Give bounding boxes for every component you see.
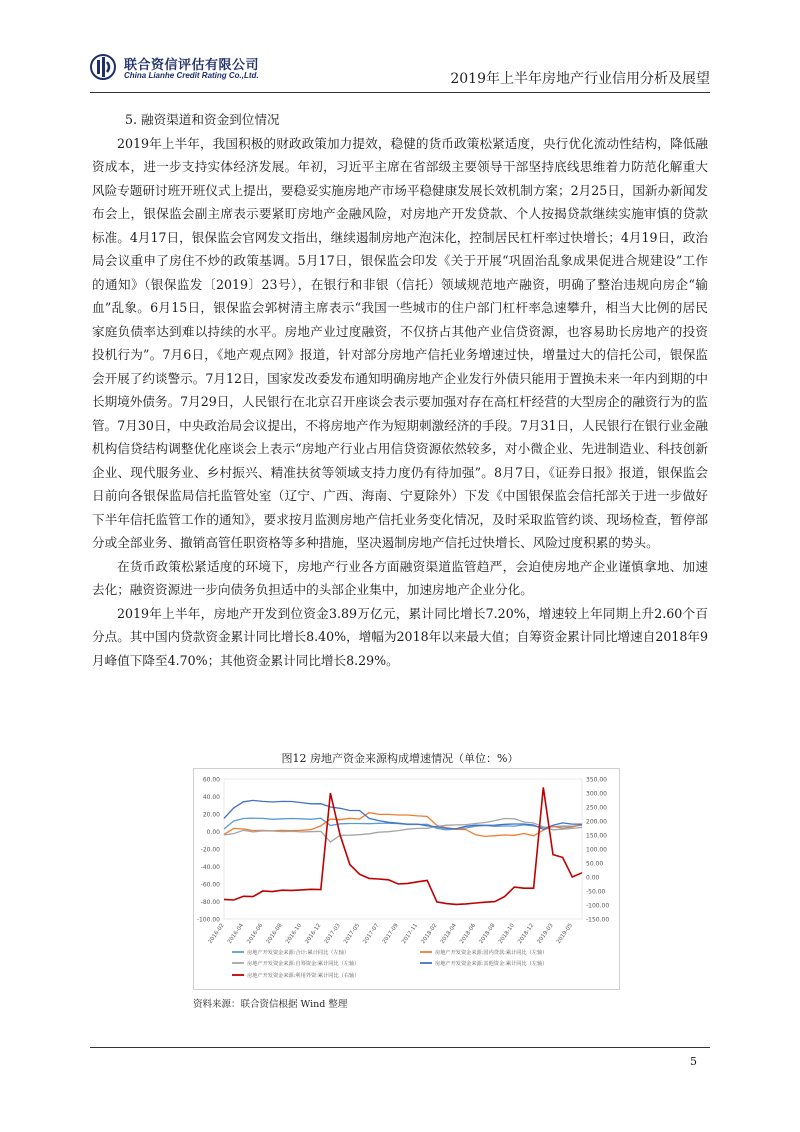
funding-growth-chart	[194, 769, 619, 989]
x-axis-tick-label: 2016-06	[246, 922, 265, 945]
x-axis-tick-label: 2016-10	[284, 922, 304, 945]
page-number: 5	[690, 1055, 697, 1068]
footer-divider	[90, 1047, 710, 1048]
legend-label-1: 房地产开发资金来源:国内贷款:累计同比（左轴）	[435, 950, 548, 956]
right-axis-tick-label: 300.00	[586, 790, 607, 798]
left-axis-tick-label: -40.00	[200, 864, 220, 871]
chart-container	[193, 768, 620, 990]
legend-label-2: 房地产开发资金来源:自筹资金:累计同比（左轴）	[247, 961, 360, 967]
legend-label-4: 房地产开发资金来源:利用外资:累计同比（右轴）	[247, 973, 360, 979]
figure-title: 图12 房地产资金来源构成增速情况（单位：%）	[281, 752, 519, 765]
x-axis-tick-label: 2017-05	[342, 922, 362, 945]
x-axis-tick-label: 2018-10	[497, 922, 516, 945]
figure-source: 资料来源：联合资信根据 Wind 整理	[193, 999, 348, 1010]
x-axis-tick-label: 2016-12	[304, 922, 323, 945]
x-axis-tick-label: 2018-08	[478, 922, 497, 945]
right-axis-tick-label: -150.00	[586, 916, 610, 924]
left-axis-tick-label: -20.00	[200, 846, 220, 854]
left-axis-tick-label: 20.00	[202, 811, 220, 819]
section-heading: 5. 融资渠道和资金到位情况	[125, 112, 280, 127]
company-name-cn: 联合资信评估有限公司	[124, 58, 260, 73]
left-axis-tick-label: 40.00	[202, 794, 220, 801]
left-axis-tick-label: 60.00	[202, 776, 220, 784]
right-axis-tick-label: -100.00	[586, 902, 610, 910]
x-axis-tick-label: 2019-03	[536, 922, 555, 945]
x-axis-tick-label: 2018-04	[439, 922, 458, 945]
x-axis-tick-label: 2019-05	[555, 922, 574, 945]
right-axis-tick-label: 50.00	[586, 860, 604, 868]
x-axis-tick-label: 2018-12	[517, 922, 536, 945]
right-axis-tick-label: 0.00	[586, 874, 600, 882]
left-axis-tick-label: -100.00	[196, 916, 220, 924]
paragraph-funding: 2019年上半年，房地产开发到位资金3.89万亿元，累计同比增长7.20%，增速较上年同期上升2.60个百分点。其中国内贷款资金累计同比增长8.40%，增幅为2018年以来最大值；自筹资金累计同比增速自2018年9月峰值下降至4.70%；其他资金累计同比增长8.29%。	[92, 605, 708, 668]
x-axis-tick-label: 2017-03	[323, 922, 342, 945]
x-axis-tick-label: 2016-04	[226, 922, 245, 945]
paragraph-environment: 在货币政策松紧适度的环境下，房地产行业各方面融资渠道监管趋严，会迫使房地产企业谨慎拿地、加速去化；融资资源进一步向债务负担适中的头部企业集中，加速房地产企业分化。	[92, 558, 708, 597]
x-axis-tick-label: 2016-08	[265, 922, 284, 945]
right-axis-tick-label: 350.00	[586, 776, 607, 784]
plot-area	[224, 779, 582, 919]
right-axis-tick-label: -50.00	[586, 888, 606, 896]
left-axis-tick-label: -60.00	[200, 881, 220, 889]
legend-label-3: 房地产开发资金来源:其他资金:累计同比（左轴）	[435, 961, 548, 967]
paragraph-policy: 2019年上半年，我国积极的财政政策加力提效，稳健的货币政策松紧适度，央行优化流动性结构，降低融资成本，进一步支持实体经济发展。年初，习近平主席在省部级主要领导干部坚持底线思维着力防范化解重大风险专题研讨班开班仪式上提出，要稳妥实施房地产市场平稳健康发展长效机制方案；2月25日，国新办新闻发布会上，银保监会副主席表示要紧盯房地产金融风险，对房地产开发贷款、个人按揭贷款继续实施审慎的贷款标准。4月17日，银保监会官网发文指出，继续遏制房地产泡沫化，控制居民杠杆率过快增长；4月19日，政治局会议重申了房住不炒的政策基调。5月17日，银保监会印发《关于开展“巩固治乱象成果促进合规建设”工作的通知》（银保监发〔2019〕23号），在银行和非银（信托）领域规范地产融资，明确了整治违规向房企“输血”乱象。6月15日，银保监会郭树清主席表示“我国一些城市的住户部门杠杆率急速攀升，相当大比例的居民家庭负债率达到难以持续的水平。房地产业过度融资，不仅挤占其他产业信贷资源，也容易助长房地产的投资投机行为”。7月6日，《地产观点网》报道，针对部分房地产信托业务增速过快，增量过大的信托公司，银保监会开展了约谈警示。7月12日，国家发改委发布通知明确房地产企业发行外债只能用于置换未来一年内到期的中长期境外债务。7月29日，人民银行在北京召开座谈会表示要加强对存在高杠杆经营的大型房企的融资行为的监管。7月30日，中央政治局会议提出，不将房地产作为短期刺激经济的手段。7月31日，人民银行在银行业金融机构信贷结构调整优化座谈会上表示“房地产行业占用信贷资源依然较多，对小微企业、先进制造业、科技创新企业、现代服务业、乡村振兴、精准扶贫等领域支持力度仍有待加强”。8月7日，《证券日报》报道，银保监会日前向各银保监局信托监管处室（辽宁、广西、海南、宁夏除外）下发《中国银保监会信托部关于进一步做好下半年信托监管工作的通知》，要求按月监测房地产信托业务变化情况，及时采取监管约谈、现场检查，暂停部分或全部业务、撤销高管任职资格等多种措施，坚决遏制房地产信托过快增长、风险过度积累的势头。	[92, 135, 708, 550]
x-axis-tick-label: 2018-02	[420, 922, 439, 945]
x-axis-tick-label: 2017-11	[401, 922, 420, 945]
series-line-4	[224, 787, 582, 904]
right-axis-tick-label: 150.00	[586, 832, 607, 840]
report-title: 2019年上半年房地产行业信用分析及展望	[450, 71, 710, 87]
right-axis-tick-label: 250.00	[586, 804, 607, 812]
page-header	[90, 48, 710, 90]
right-axis-tick-label: 100.00	[586, 846, 607, 854]
company-logo-icon	[90, 54, 116, 80]
legend-label-0: 房地产开发资金来源:合计:累计同比（左轴）	[247, 950, 350, 956]
x-axis-tick-label: 2016-02	[207, 922, 226, 945]
header-divider	[90, 92, 710, 93]
x-axis-tick-label: 2017-07	[362, 922, 381, 945]
x-axis-tick-label: 2017-09	[381, 922, 400, 945]
x-axis-tick-label: 2018-06	[459, 922, 478, 945]
left-axis-tick-label: 0.00	[206, 829, 220, 836]
left-axis-tick-label: -80.00	[200, 899, 220, 906]
company-name-en: China Lianhe Credit Rating Co.,Ltd.	[124, 71, 259, 80]
section-body	[92, 108, 708, 672]
right-axis-tick-label: 200.00	[586, 818, 607, 826]
